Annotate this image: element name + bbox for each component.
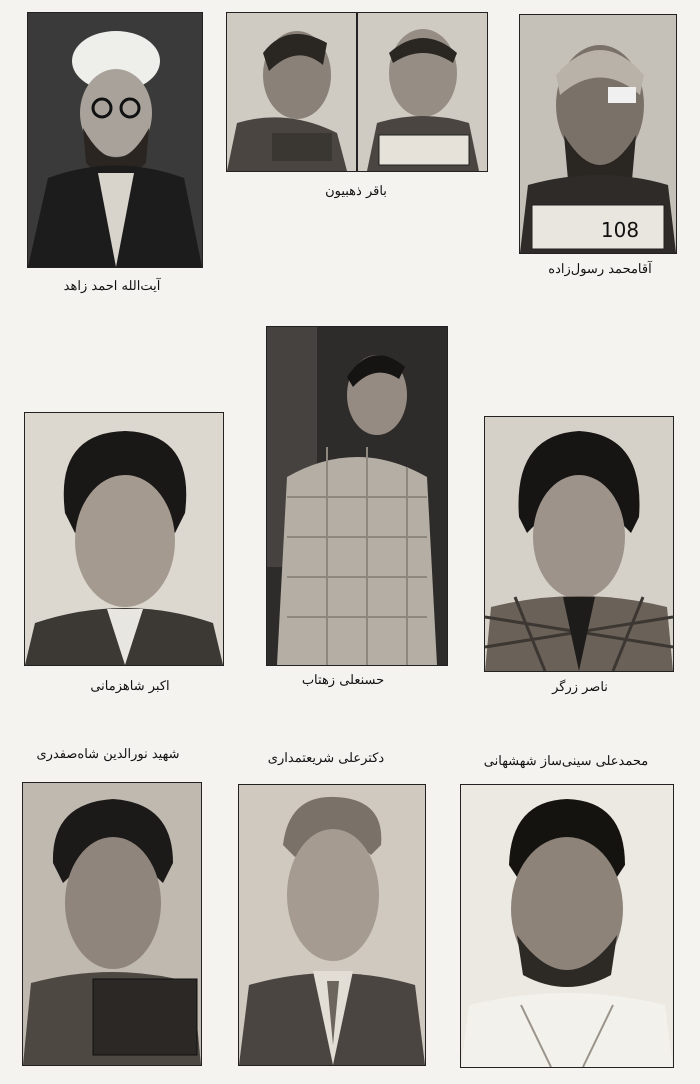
caption-aghamohammad-rasoulzadeh: آقامحمد رسول‌زاده	[548, 262, 652, 277]
portrait-akbar-shahzamani	[24, 412, 224, 666]
mugshot-bagher-zahabioun	[226, 12, 488, 172]
mugshot-aghamohammad-rasoulzadeh	[519, 14, 677, 254]
portrait-hasanali-zahtab	[266, 326, 448, 666]
placard-number: 108	[600, 218, 640, 242]
portrait-ahmad-zahed	[27, 12, 203, 268]
caption-akbar-shahzamani: اکبر شاهزمانی	[90, 679, 170, 694]
mugshot-nooreddin-shahsafdari	[22, 782, 202, 1066]
caption-ali-shariatmadari: دکترعلی شریعتمداری	[267, 751, 385, 766]
caption-mohammadali-sinisaz: محمدعلی سینی‌ساز شهشهانی	[483, 754, 649, 769]
portrait-ali-shariatmadari	[238, 784, 426, 1066]
caption-ahmad-zahed: آیت‌الله احمد زاهد	[63, 279, 161, 294]
caption-naser-zargar: ناصر زرگر	[552, 680, 608, 695]
portrait-mohammadali-sinisaz	[460, 784, 674, 1068]
portrait-naser-zargar	[484, 416, 674, 672]
caption-nooreddin-shahsafdari: شهید نورالدین شاه‌صفدری	[36, 747, 180, 762]
caption-hasanali-zahtab: حسنعلی زهتاب	[301, 673, 385, 688]
caption-bagher-zahabioun: باقر ذهبیون	[325, 184, 387, 199]
